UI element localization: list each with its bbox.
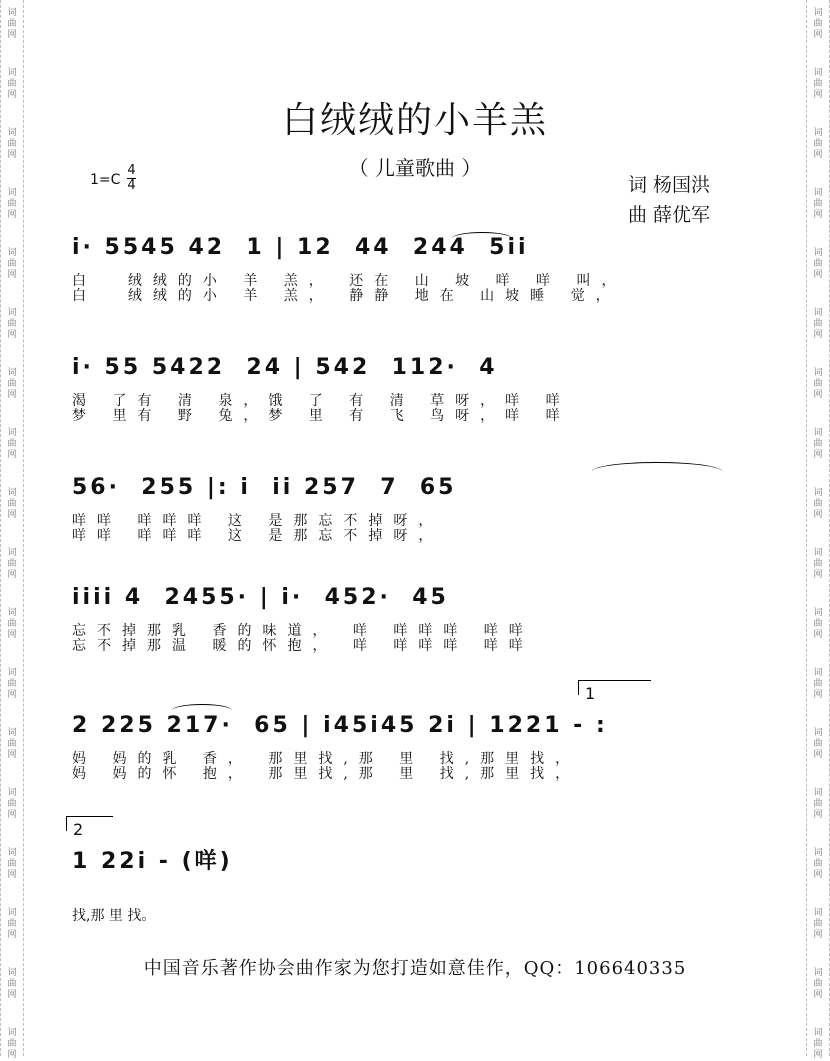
watermark-text: 词 曲 网 bbox=[7, 548, 17, 580]
lyric-verse-2: 梦 里有 野 兔，梦 里 有 飞 鸟呀，咩 咩 bbox=[72, 408, 571, 424]
final-lyric: 找,那 里 找。 bbox=[72, 908, 156, 924]
slur bbox=[452, 232, 512, 245]
watermark-text: 词 曲 网 bbox=[813, 428, 823, 460]
watermark-text: 词 曲 网 bbox=[7, 428, 17, 460]
lyric-verse-1: 渴 了有 清 泉，饿 了 有 清 草呀，咩 咩 bbox=[72, 393, 571, 409]
notation: iiii 4 2455· | i· 452· 45 bbox=[72, 585, 449, 610]
watermark-text: 词 曲 网 bbox=[7, 308, 17, 340]
watermark-text: 词 曲 网 bbox=[7, 728, 17, 760]
watermark-text: 词 曲 网 bbox=[813, 8, 823, 40]
lyric-verse-1: 忘不掉那乳 香的味道， 咩 咩咩咩 咩咩 bbox=[72, 623, 534, 639]
staff-line-2 bbox=[72, 342, 752, 424]
watermark-text: 词 曲 网 bbox=[813, 188, 823, 220]
lyric-verse-2: 白 绒绒的小 羊 羔， 静静 地在 山坡睡 觉， bbox=[72, 288, 621, 304]
watermark-text: 词 曲 网 bbox=[7, 8, 17, 40]
song-title: 白绒绒的小羊羔 bbox=[281, 100, 548, 141]
notation: 2 225 217· 65 | i45i45 2i | 1221 - : bbox=[72, 713, 608, 738]
slur bbox=[172, 704, 232, 717]
staff-line-4 bbox=[72, 572, 752, 654]
key-signature: 1=C bbox=[90, 172, 121, 188]
watermark-text: 词 曲 网 bbox=[813, 308, 823, 340]
time-signature: 4 4 bbox=[127, 163, 136, 193]
lyric-verse-2: 咩咩 咩咩咩 这 是那忘不掉呀， bbox=[72, 528, 444, 544]
watermark-text: 词 曲 网 bbox=[7, 1028, 17, 1060]
second-ending: 2 bbox=[66, 816, 113, 831]
watermark-text: 词 曲 网 bbox=[813, 668, 823, 700]
lyric-verse-1: 咩咩 咩咩咩 这 是那忘不掉呀， bbox=[72, 513, 444, 529]
notation: i· 55 5422 24 | 542 112· 4 bbox=[72, 355, 498, 380]
watermark-text: 词 曲 网 bbox=[7, 128, 17, 160]
lyric-verse-2: 妈 妈的怀 抱， 那里找,那 里 找,那里找， bbox=[72, 766, 581, 782]
notation: 1 22i - (咩) bbox=[72, 849, 233, 874]
staff-line-3 bbox=[72, 462, 752, 544]
watermark-text: 词 曲 网 bbox=[7, 908, 17, 940]
notation: 56· 255 |: i ii 257 7 65 bbox=[72, 475, 457, 500]
lyric-verse-1: 白 绒绒的小 羊 羔， 还在 山 坡 咩 咩 叫， bbox=[72, 273, 627, 289]
watermark-text: 词 曲 网 bbox=[813, 128, 823, 160]
watermark-text: 词 曲 网 bbox=[813, 908, 823, 940]
staff-line-1 bbox=[72, 222, 752, 304]
watermark-text: 词 曲 网 bbox=[7, 488, 17, 520]
watermark-text: 词 曲 网 bbox=[7, 668, 17, 700]
staff-line-5 bbox=[72, 700, 752, 782]
lyric-verse-1: 妈 妈的乳 香， 那里找,那 里 找,那里找， bbox=[72, 751, 581, 767]
watermark-text: 词 曲 网 bbox=[7, 968, 17, 1000]
lyric-verse-2: 忘不掉那温 暖的怀抱， 咩 咩咩咩 咩咩 bbox=[72, 638, 534, 654]
watermark-text: 词 曲 网 bbox=[813, 248, 823, 280]
slur bbox=[592, 462, 722, 481]
watermark-text: 词 曲 网 bbox=[813, 68, 823, 100]
watermark-text: 词 曲 网 bbox=[813, 788, 823, 820]
composer-credit: 曲 薛优军 bbox=[628, 204, 711, 226]
watermark-text: 词 曲 网 bbox=[7, 248, 17, 280]
watermark-text: 词 曲 网 bbox=[7, 848, 17, 880]
first-ending: 1 bbox=[578, 680, 651, 695]
watermark-text: 词 曲 网 bbox=[813, 488, 823, 520]
notation: i· 5545 42 1 | 12 44 244 5ii bbox=[72, 235, 529, 260]
watermark-text: 词 曲 网 bbox=[7, 608, 17, 640]
footer-note: 中国音乐著作协会曲作家为您打造如意佳作，QQ：106640335 bbox=[143, 958, 687, 979]
watermark-text: 词 曲 网 bbox=[813, 1028, 823, 1060]
watermark-text: 词 曲 网 bbox=[813, 848, 823, 880]
watermark-text: 词 曲 网 bbox=[813, 548, 823, 580]
watermark-text: 词 曲 网 bbox=[7, 188, 17, 220]
song-genre: （ 儿童歌曲 ） bbox=[348, 156, 482, 180]
staff-line-6 bbox=[72, 836, 752, 888]
watermark-text: 词 曲 网 bbox=[7, 788, 17, 820]
watermark-text: 词 曲 网 bbox=[813, 968, 823, 1000]
watermark-text: 词 曲 网 bbox=[813, 728, 823, 760]
watermark-text: 词 曲 网 bbox=[813, 368, 823, 400]
watermark-text: 词 曲 网 bbox=[7, 368, 17, 400]
watermark-text: 词 曲 网 bbox=[813, 608, 823, 640]
watermark-text: 词 曲 网 bbox=[7, 68, 17, 100]
lyricist-credit: 词 杨国洪 bbox=[628, 174, 711, 196]
